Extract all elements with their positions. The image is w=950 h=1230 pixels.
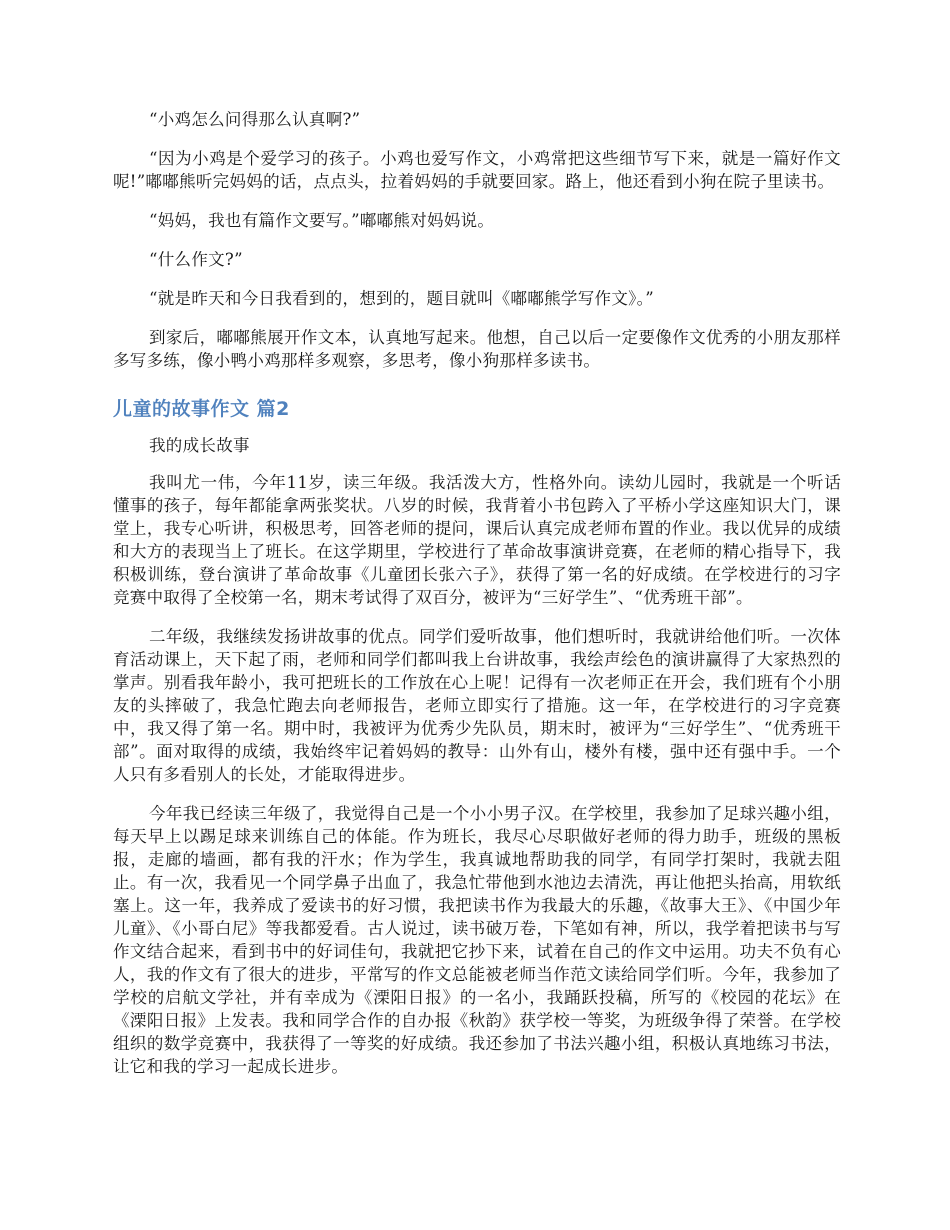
dialogue-paragraph: “就是昨天和今日我看到的，想到的，题目就叫《嘟嘟熊学写作文》。” bbox=[149, 289, 654, 308]
section-heading: 儿童的故事作文 篇2 bbox=[113, 398, 290, 420]
dialogue-paragraph: “小鸡怎么问得那么认真啊?” bbox=[149, 110, 361, 129]
body-paragraph: 二年级，我继续发扬讲故事的优点。同学们爱听故事，他们想听时，我就讲给他们听。一次体育活动课上，天下起了雨，老师和同学们都叫我上台讲故事，我绘声绘色的演讲赢得了大家热烈的掌声。别看我年龄小，我可把班长的工作放在心上呢！记得有一次老师正在开会，我们班有个小朋友的头摔破了，我急忙跑去向老师报告，老师立即实行了措施。这一年，在学校进行的习字竞赛中，我又得了第一名。期中时，我被评为优秀少先队员，期末时，被评为“三好学生”、“优秀班干部”。面对取得的成绩，我始终牢记着妈妈的教导：山外有山，楼外有楼，强中还有强中手。一个人只有多看别人的长处，才能取得进步。 bbox=[113, 627, 841, 784]
body-paragraph: 今年我已经读三年级了，我觉得自己是一个小小男子汉。在学校里，我参加了足球兴趣小组，每天早上以踢足球来训练自己的体能。作为班长，我尽心尽职做好老师的得力助手，班级的黑板报，走廊的墙画，都有我的汗水；作为学生，我真诚地帮助我的同学，有同学打架时，我就去阻止。有一次，我看见一个同学鼻子出血了，我急忙带他到水池边去清洗，再让他把头抬高，用软纸塞上。这一年，我养成了爱读书的好习惯，我把读书作为我最大的乐趣，《故事大王》、《中国少年儿童》、《小哥白尼》等我都爱看。古人说过，读书破万卷，下笔如有神，所以，我学着把读书与写作文结合起来，看到书中的好词佳句，我就把它抄下来，试着在自己的作文中运用。功夫不负有心人，我的作文有了很大的进步，平常写的作文总能被老师当作范文读给同学们听。今年，我参加了学校的启航文学社，并有幸成为《溧阳日报》的一名小，我踊跃投稿，所写的《校园的花坛》在《溧阳日报》上发表。我和同学合作的自办报《秋韵》获学校一等奖，为班级争得了荣誉。在学校组织的数学竞赛中，我获得了一等奖的好成绩。我还参加了书法兴趣小组，积极认真地练习书法，让它和我的学习一起成长进步。 bbox=[113, 804, 841, 1076]
dialogue-paragraph: “因为小鸡是个爱学习的孩子。小鸡也爱写作文，小鸡常把这些细节写下来，就是一篇好作文呢!”嘟嘟熊听完妈妈的话，点点头，拉着妈妈的手就要回家。路上，他还看到小狗在院子里读书。 bbox=[113, 149, 841, 191]
document-page bbox=[113, 108, 841, 1078]
body-paragraph: 我叫尤一伟，今年11岁，读三年级。我活泼大方，性格外向。读幼儿园时，我就是一个听话懂事的孩子，每年都能拿两张奖状。八岁的时候，我背着小书包跨入了平桥小学这座知识大门，课堂上，我专心听讲，积极思考，回答老师的提问，课后认真完成老师布置的作业。我以优异的成绩和大方的表现当上了班长。在这学期里，学校进行了革命故事演讲竞赛，在老师的精心指导下，我积极训练，登台演讲了革命故事《儿童团长张六子》，获得了第一名的好成绩。在学校进行的习字竞赛中取得了全校第一名，期末考试得了双百分，被评为“三好学生”、“优秀班干部”。 bbox=[113, 473, 841, 607]
essay-title: 我的成长故事 bbox=[149, 436, 250, 455]
body-paragraph: 到家后，嘟嘟熊展开作文本，认真地写起来。他想，自己以后一定要像作文优秀的小朋友那样多写多练，像小鸭小鸡那样多观察，多思考，像小狗那样多读书。 bbox=[113, 328, 841, 370]
dialogue-paragraph: “什么作文?” bbox=[149, 250, 243, 269]
dialogue-paragraph: “妈妈，我也有篇作文要写。”嘟嘟熊对妈妈说。 bbox=[149, 211, 495, 230]
